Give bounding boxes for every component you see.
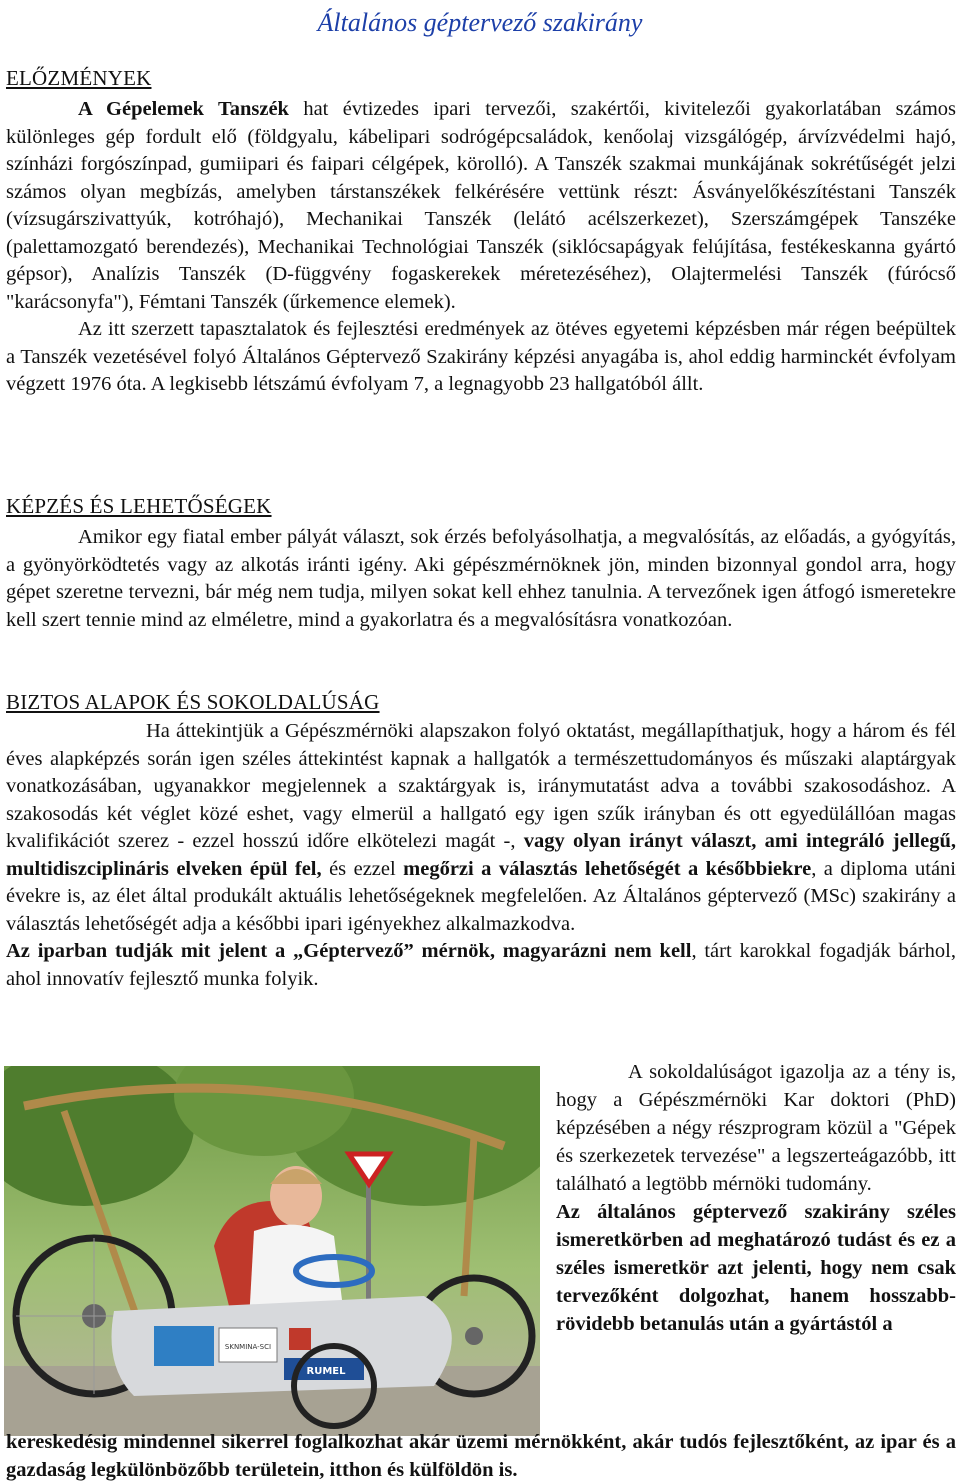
side-column [556, 1058, 956, 1338]
section-elozmenyek [6, 96, 956, 399]
heading-kepzes: KÉPZÉS ÉS LEHETŐSÉGEK [6, 494, 272, 518]
student-vehicle-photo [4, 1066, 540, 1436]
heading-biztos: BIZTOS ALAPOK ÉS SOKOLDALÚSÁG [6, 690, 380, 714]
photo-illustration [4, 1066, 540, 1436]
sponsor-label-2: RUMEL [306, 1366, 346, 1377]
paragraph-text: , a diploma utáni évekre is, az élet által produkált aktuális lehetőségeknek megfelelően. Az Általános géptervező (MSc) szakirány a választás lehetőségét adja a későbbi ipari igényekhez alkalmazkodva. [6, 857, 956, 935]
sponsor-label-1: SKNMINA-SCI [224, 1343, 272, 1351]
paragraph-text: Ha áttekintjük a Gépészmérnöki alapszakon folyó oktatást, megállapíthatjuk, hogy a három és fél éves alapképzés során igen széles áttekintést kapnak a hallgatók a természettudományos és műszaki alaptárgyak vonatkozásában, ugyanakkor megjelennek a szaktárgyak is, iránymutatást adva a további szakosodáshoz. A szakosodás két véglet közé eshet, vagy elmerül a hallgató egy igen szűk irányban és ott egyedülállóan magas kvalifikációt szerez - ezzel hosszú időre elkötelezi magát -, [6, 720, 956, 852]
paragraph-text: , tárt karokkal fogadják bárhol, ahol innovatív fejlesztő munka folyik. [6, 940, 956, 990]
section-biztos [6, 718, 956, 993]
side-paragraph-2: Az általános géptervező szakirány széles ismeretkörben ad meghatározó tudást és ez a széles ismeretkör azt jelenti, hogy nem csak tervezőként dolgozhat, hanem hosszabb-rövidebb betanulás után a gyártástól a [556, 1201, 956, 1335]
emphasis-text: megőrzi a választás lehetőségét a későbbiekre [403, 857, 812, 880]
emphasis-text: Az iparban tudják mit jelent a „Géptervező” mérnök, magyarázni nem kell [6, 940, 692, 962]
paragraph-text: és ezzel [321, 857, 404, 880]
department-name: A Gépelemek Tanszék [78, 98, 289, 120]
page-title: Általános géptervező szakirány [317, 8, 643, 37]
paragraph-elozmenyek-2: Az itt szerzett tapasztalatok és fejlesztési eredmények az ötéves egyetemi képzésben már régen beépültek a Tanszék vezetésével folyó Általános Géptervező Szakirány képzési anyagába is, ahol eddig harminckét évfolyam végzett 1976 óta. A legkisebb létszámú évfolyam 7, a legnagyobb 23 hallgatóból állt. [6, 318, 956, 395]
paragraph-biztos-2 [6, 938, 956, 993]
section-kepzes [6, 524, 956, 634]
paragraph-text: hat évtizedes ipari tervezői, szakértői, kivitelezői gyakorlatában számos különleges gép fordult elő (földgyalu, kábelipari sodrógépcsaládok, kenőolaj vizsgálógép, árvízvédelmi hajó, színházi forgószínpad, gumiipari és faipari célgépek, körolló). A Tanszék szakmai munkájának sokrétűségét jelzi számos olyan megbízás, amelyben társtanszékek felkérésére vettünk részt: Ásványelőkészítéstani Tanszék (vízsugárszivattyúk, kotróhajó), Mechanikai Tanszék (lelátó acélszerkezet), Szerszámgépek Tanszéke (palettamozgató berendezés), Mechanikai Technológiai Tanszék (siklócsapágyak felújítása, festékeskanna gyártó gépsor), Analízis Tanszék (D-függvény fogaskerekek méretezéséhez), Olajtermelési Tanszék (fúrócső "karácsonyfa"), Fémtani Tanszék (űrkemence elemek). [6, 98, 956, 313]
emphasis-text: vagy olyan irányt választ, ami integráló jellegű, multidiszciplináris elveken épül fel, [6, 830, 956, 880]
heading-elozmenyek: ELŐZMÉNYEK [6, 66, 152, 90]
side-paragraph-1: A sokoldalúságot igazolja az a tény is, hogy a Gépészmérnöki Kar doktori (PhD) képzésében a négy részprogram közül a "Gépek és szerkezetek tervezése" a legszerteágazóbb, itt található a legtöbb mérnöki tudomány. [556, 1061, 956, 1195]
paragraph-kepzes-1: Amikor egy fiatal ember pályát választ, sok érzés befolyásolhatja, a megvalósítás, az előadás, a gyógyítás, a gyönyörködtetés vagy az alkotás iránti igény. Aki gépészmérnöknek jön, minden bizonnyal gondol arra, hogy gépet szeretne tervezni, bár még nem tudja, milyen sokat kell ehhez tanulnia. A tervezőnek igen átfogó ismeretekre kell szert tennie mind az elméletre, mind a gyakorlatra és a megvalósításra vonatkozóan. [6, 526, 956, 631]
bottom-continuation: kereskedésig mindennel sikerrel foglalkozhat akár üzemi mérnökként, akár tudós fejlesztőként, az ipar és a gazdaság legkülönbözőbb területein, itthon és külföldön is. [6, 1431, 956, 1481]
paragraph-biztos-1 [6, 718, 956, 938]
paragraph-elozmenyek-1 [6, 96, 956, 316]
